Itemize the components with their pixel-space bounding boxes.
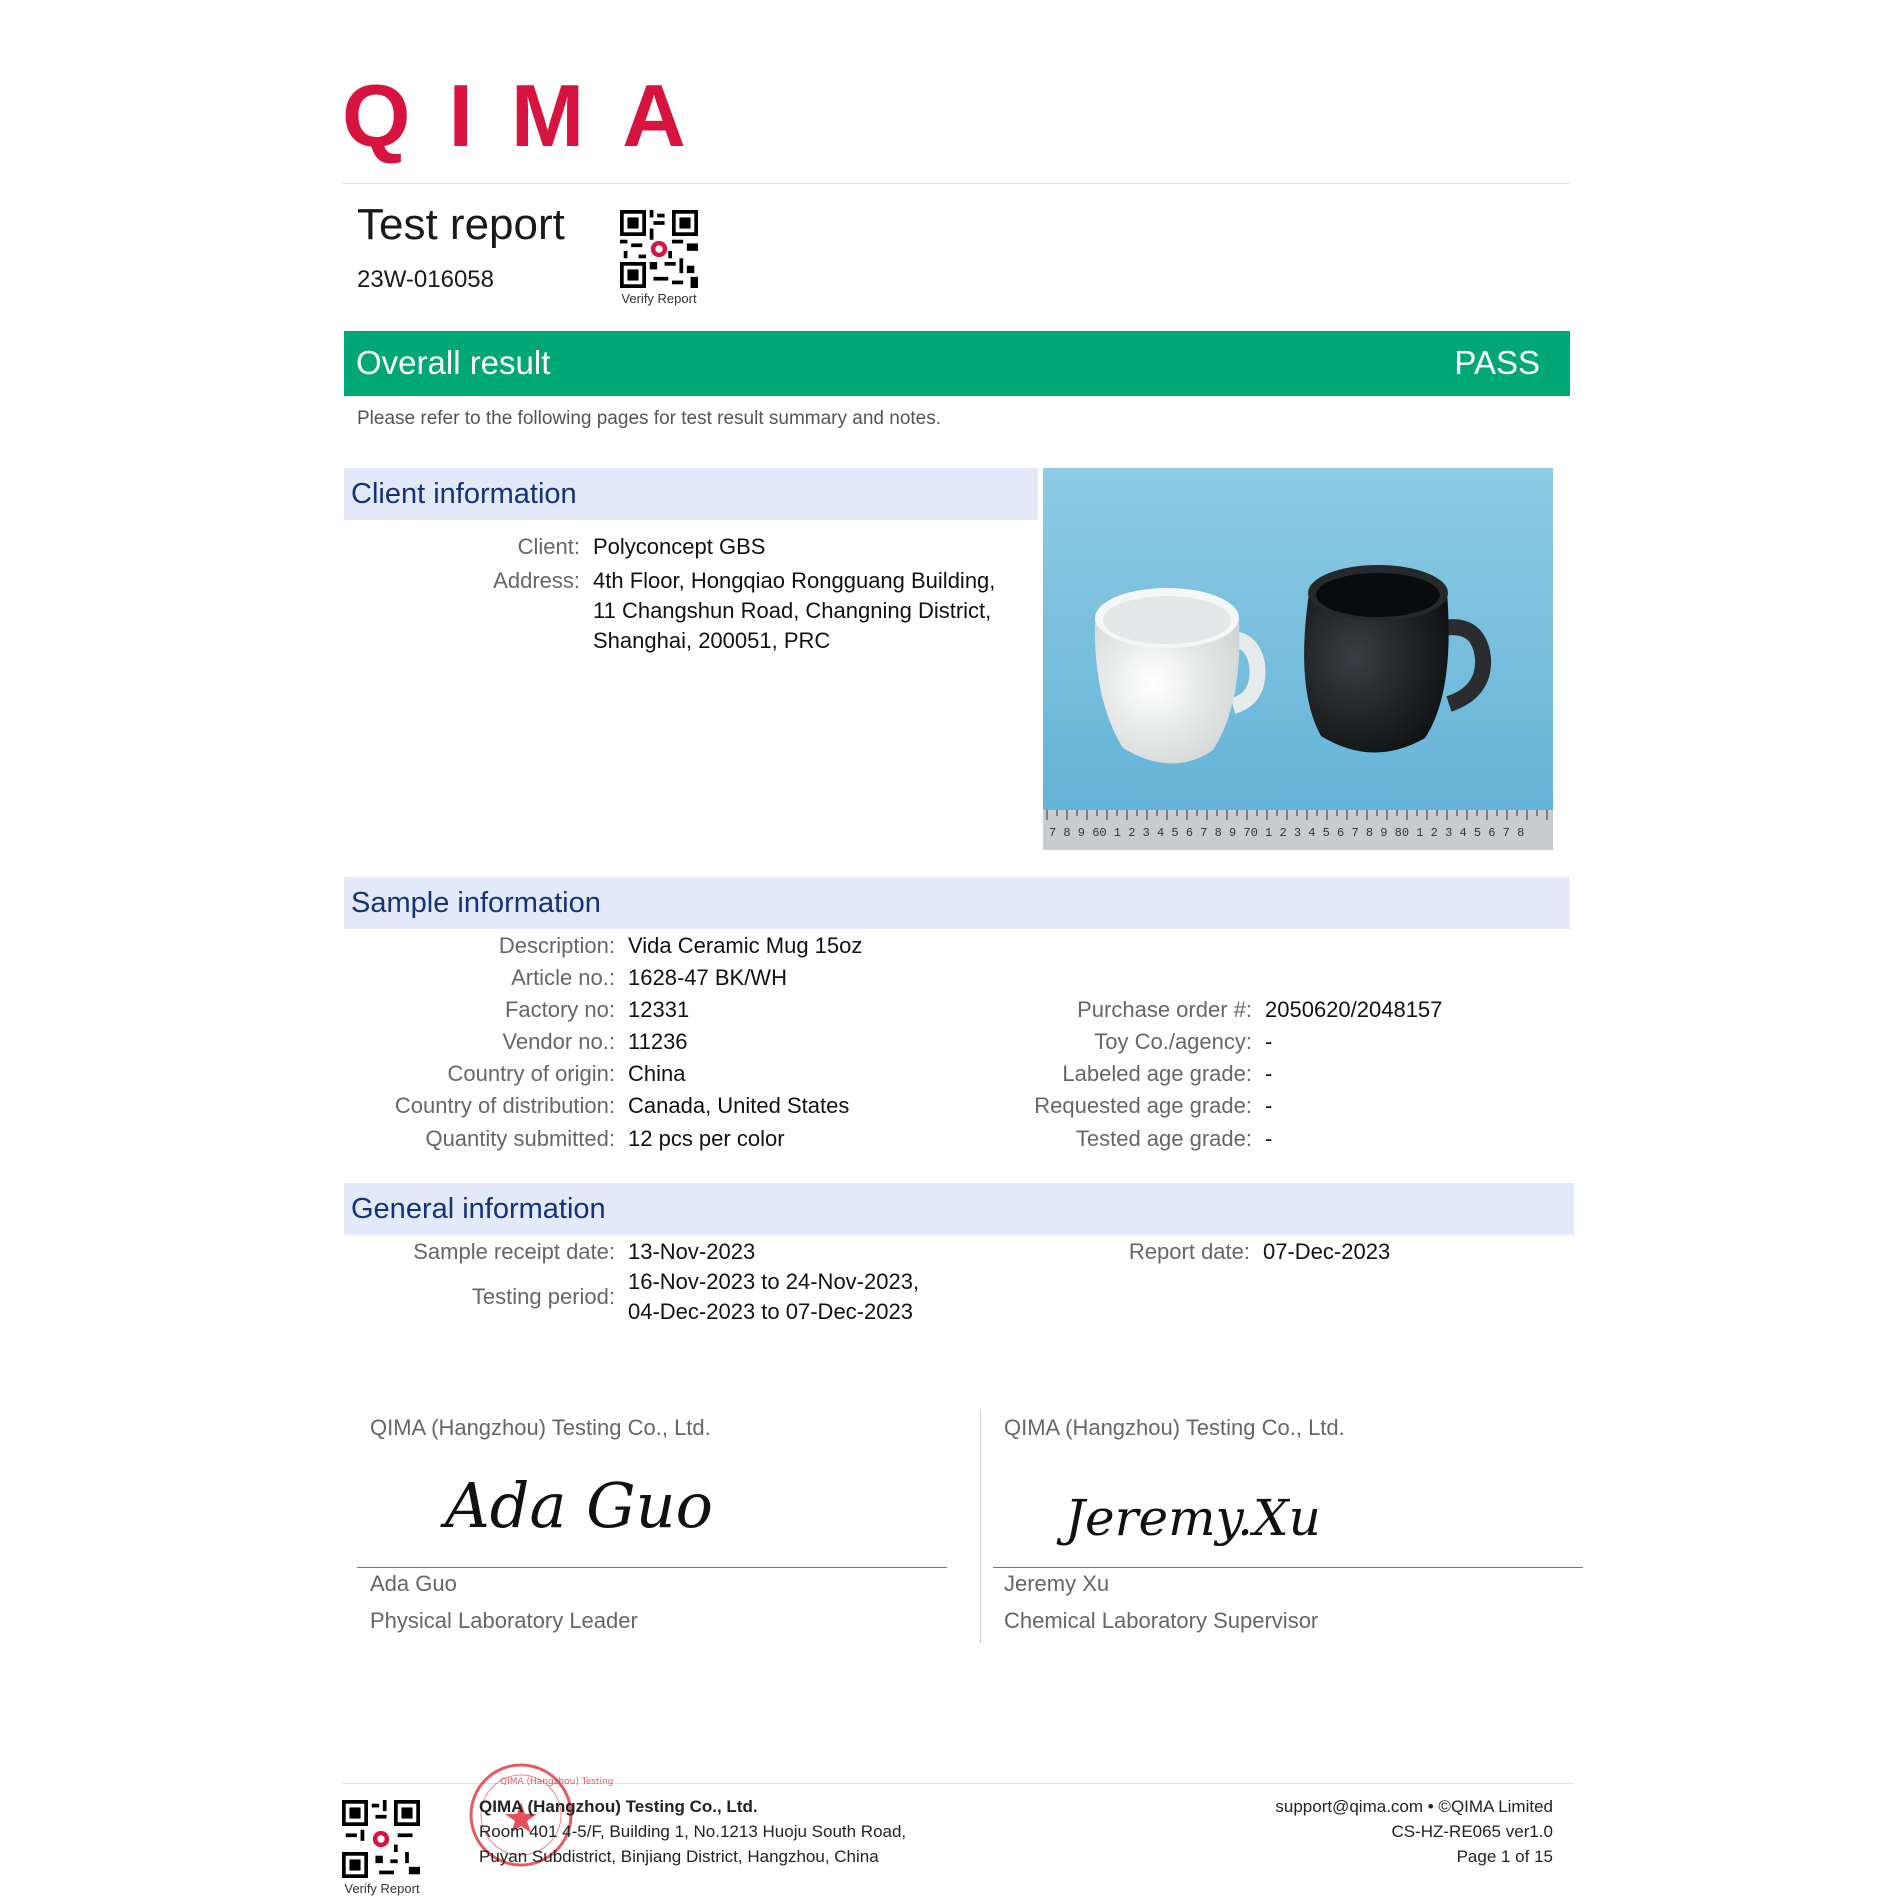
address-line-1: 4th Floor, Hongqiao Rongguang Building, <box>593 568 996 593</box>
qima-logo <box>342 66 724 165</box>
vendor-no-value: 11236 <box>628 1029 688 1054</box>
general-section-header <box>344 1183 1574 1235</box>
country-of-origin-label: Country of origin: <box>447 1061 615 1086</box>
signature-1-title: Physical Laboratory Leader <box>370 1608 638 1633</box>
logo-text: QIMA <box>342 66 724 165</box>
overall-note: Please refer to the following pages for test result summary and notes. <box>357 408 942 429</box>
footer-doc-code: CS-HZ-RE065 ver1.0 <box>1391 1822 1553 1841</box>
page-title: Test report <box>357 200 565 249</box>
vendor-no-label: Vendor no.: <box>502 1029 615 1054</box>
requested-age-grade-value: - <box>1265 1093 1273 1118</box>
ruler <box>1043 810 1553 850</box>
report-date-value: 07-Dec-2023 <box>1263 1239 1391 1264</box>
country-of-origin-value: China <box>628 1061 686 1086</box>
overall-result-value: PASS <box>1454 344 1540 381</box>
footer-address-line-2: Puyan Subdistrict, Binjiang District, Hangzhou, China <box>479 1847 879 1866</box>
purchase-order-value: 2050620/2048157 <box>1265 997 1443 1022</box>
country-of-distribution-label: Country of distribution: <box>394 1093 615 1118</box>
address-line-2: 11 Changshun Road, Changning District, <box>593 598 992 623</box>
sample-section-title: Sample information <box>351 887 601 919</box>
signature-2-company: QIMA (Hangzhou) Testing Co., Ltd. <box>1004 1415 1345 1440</box>
signature-2-title: Chemical Laboratory Supervisor <box>1004 1608 1319 1633</box>
client-section-header <box>344 468 1038 520</box>
signature-1-handwriting <box>440 1455 713 1550</box>
testing-period-line-2: 04-Dec-2023 to 07-Dec-2023 <box>628 1299 913 1324</box>
description-label: Description: <box>498 933 615 958</box>
client-section-title: Client information <box>351 478 577 510</box>
report-number: 23W-016058 <box>357 266 494 293</box>
address-label: Address: <box>493 568 580 593</box>
qr-code-icon <box>620 210 698 288</box>
purchase-order-label: Purchase order #: <box>1077 997 1252 1022</box>
ruler-numbers: 7 8 9 60 1 2 3 4 5 6 7 8 9 70 1 2 3 4 5 6 7 8 9 80 1 2 3 4 5 6 7 8 <box>1049 826 1525 840</box>
signature-2-line <box>993 1567 1583 1568</box>
requested-age-grade-label: Requested age grade: <box>1034 1093 1252 1118</box>
general-section-title: General information <box>351 1193 606 1225</box>
footer-qr-icon <box>342 1800 420 1878</box>
verify-report-label: Verify Report <box>621 291 697 306</box>
receipt-date-label: Sample receipt date: <box>413 1239 615 1264</box>
factory-no-label: Factory no: <box>504 997 615 1022</box>
testing-period-line-1: 16-Nov-2023 to 24-Nov-2023, <box>628 1269 920 1294</box>
product-photo <box>1043 468 1553 850</box>
article-no-label: Article no.: <box>511 965 615 990</box>
toy-agency-label: Toy Co./agency: <box>1094 1029 1252 1054</box>
signature-2-handwriting <box>1060 1465 1321 1570</box>
footer-address-line-1: Room 401 4-5/F, Building 1, No.1213 Huoju South Road, <box>479 1822 907 1841</box>
labeled-age-grade-label: Labeled age grade: <box>1062 1061 1252 1086</box>
footer-contact[interactable]: support@qima.com • ©QIMA Limited <box>1275 1797 1553 1816</box>
signature-1-line <box>357 1567 947 1568</box>
tested-age-grade-value: - <box>1265 1126 1273 1151</box>
factory-no-value: 12331 <box>628 997 690 1022</box>
client-label: Client: <box>517 534 580 559</box>
svg-text:Ada Guo: Ada Guo <box>445 1469 713 1542</box>
footer-company: QIMA (Hangzhou) Testing Co., Ltd. <box>479 1797 758 1816</box>
sample-section-header <box>344 877 1570 929</box>
quantity-submitted-value: 12 pcs per color <box>628 1126 785 1151</box>
verify-qr-code[interactable] <box>620 210 698 293</box>
signature-divider <box>980 1410 981 1643</box>
country-of-distribution-value: Canada, United States <box>628 1093 850 1118</box>
svg-text:Jeremy.Xu: Jeremy.Xu <box>1065 1489 1321 1547</box>
description-value: Vida Ceramic Mug 15oz <box>628 933 863 958</box>
client-value: Polyconcept GBS <box>593 534 766 559</box>
labeled-age-grade-value: - <box>1265 1061 1273 1086</box>
footer-verify-label: Verify Report <box>344 1881 420 1896</box>
tested-age-grade-label: Tested age grade: <box>1075 1126 1252 1151</box>
footer-page-number: Page 1 of 15 <box>1456 1847 1553 1866</box>
footer-qr-code[interactable] <box>342 1800 420 1883</box>
header-divider <box>342 183 1570 184</box>
stamp-text: QIMA (Hangzhou) Testing <box>500 1777 614 1787</box>
signature-1-name: Ada Guo <box>370 1571 457 1596</box>
toy-agency-value: - <box>1265 1029 1273 1054</box>
article-no-value: 1628-47 BK/WH <box>628 965 787 990</box>
overall-result-banner <box>344 331 1570 396</box>
signature-2-name: Jeremy Xu <box>1004 1571 1110 1596</box>
report-date-label: Report date: <box>1128 1239 1250 1264</box>
overall-result-label: Overall result <box>356 344 551 381</box>
address-line-3: Shanghai, 200051, PRC <box>593 628 831 653</box>
testing-period-label: Testing period: <box>471 1284 615 1309</box>
signature-1-company: QIMA (Hangzhou) Testing Co., Ltd. <box>370 1415 711 1440</box>
quantity-submitted-label: Quantity submitted: <box>425 1126 615 1151</box>
receipt-date-value: 13-Nov-2023 <box>628 1239 756 1264</box>
